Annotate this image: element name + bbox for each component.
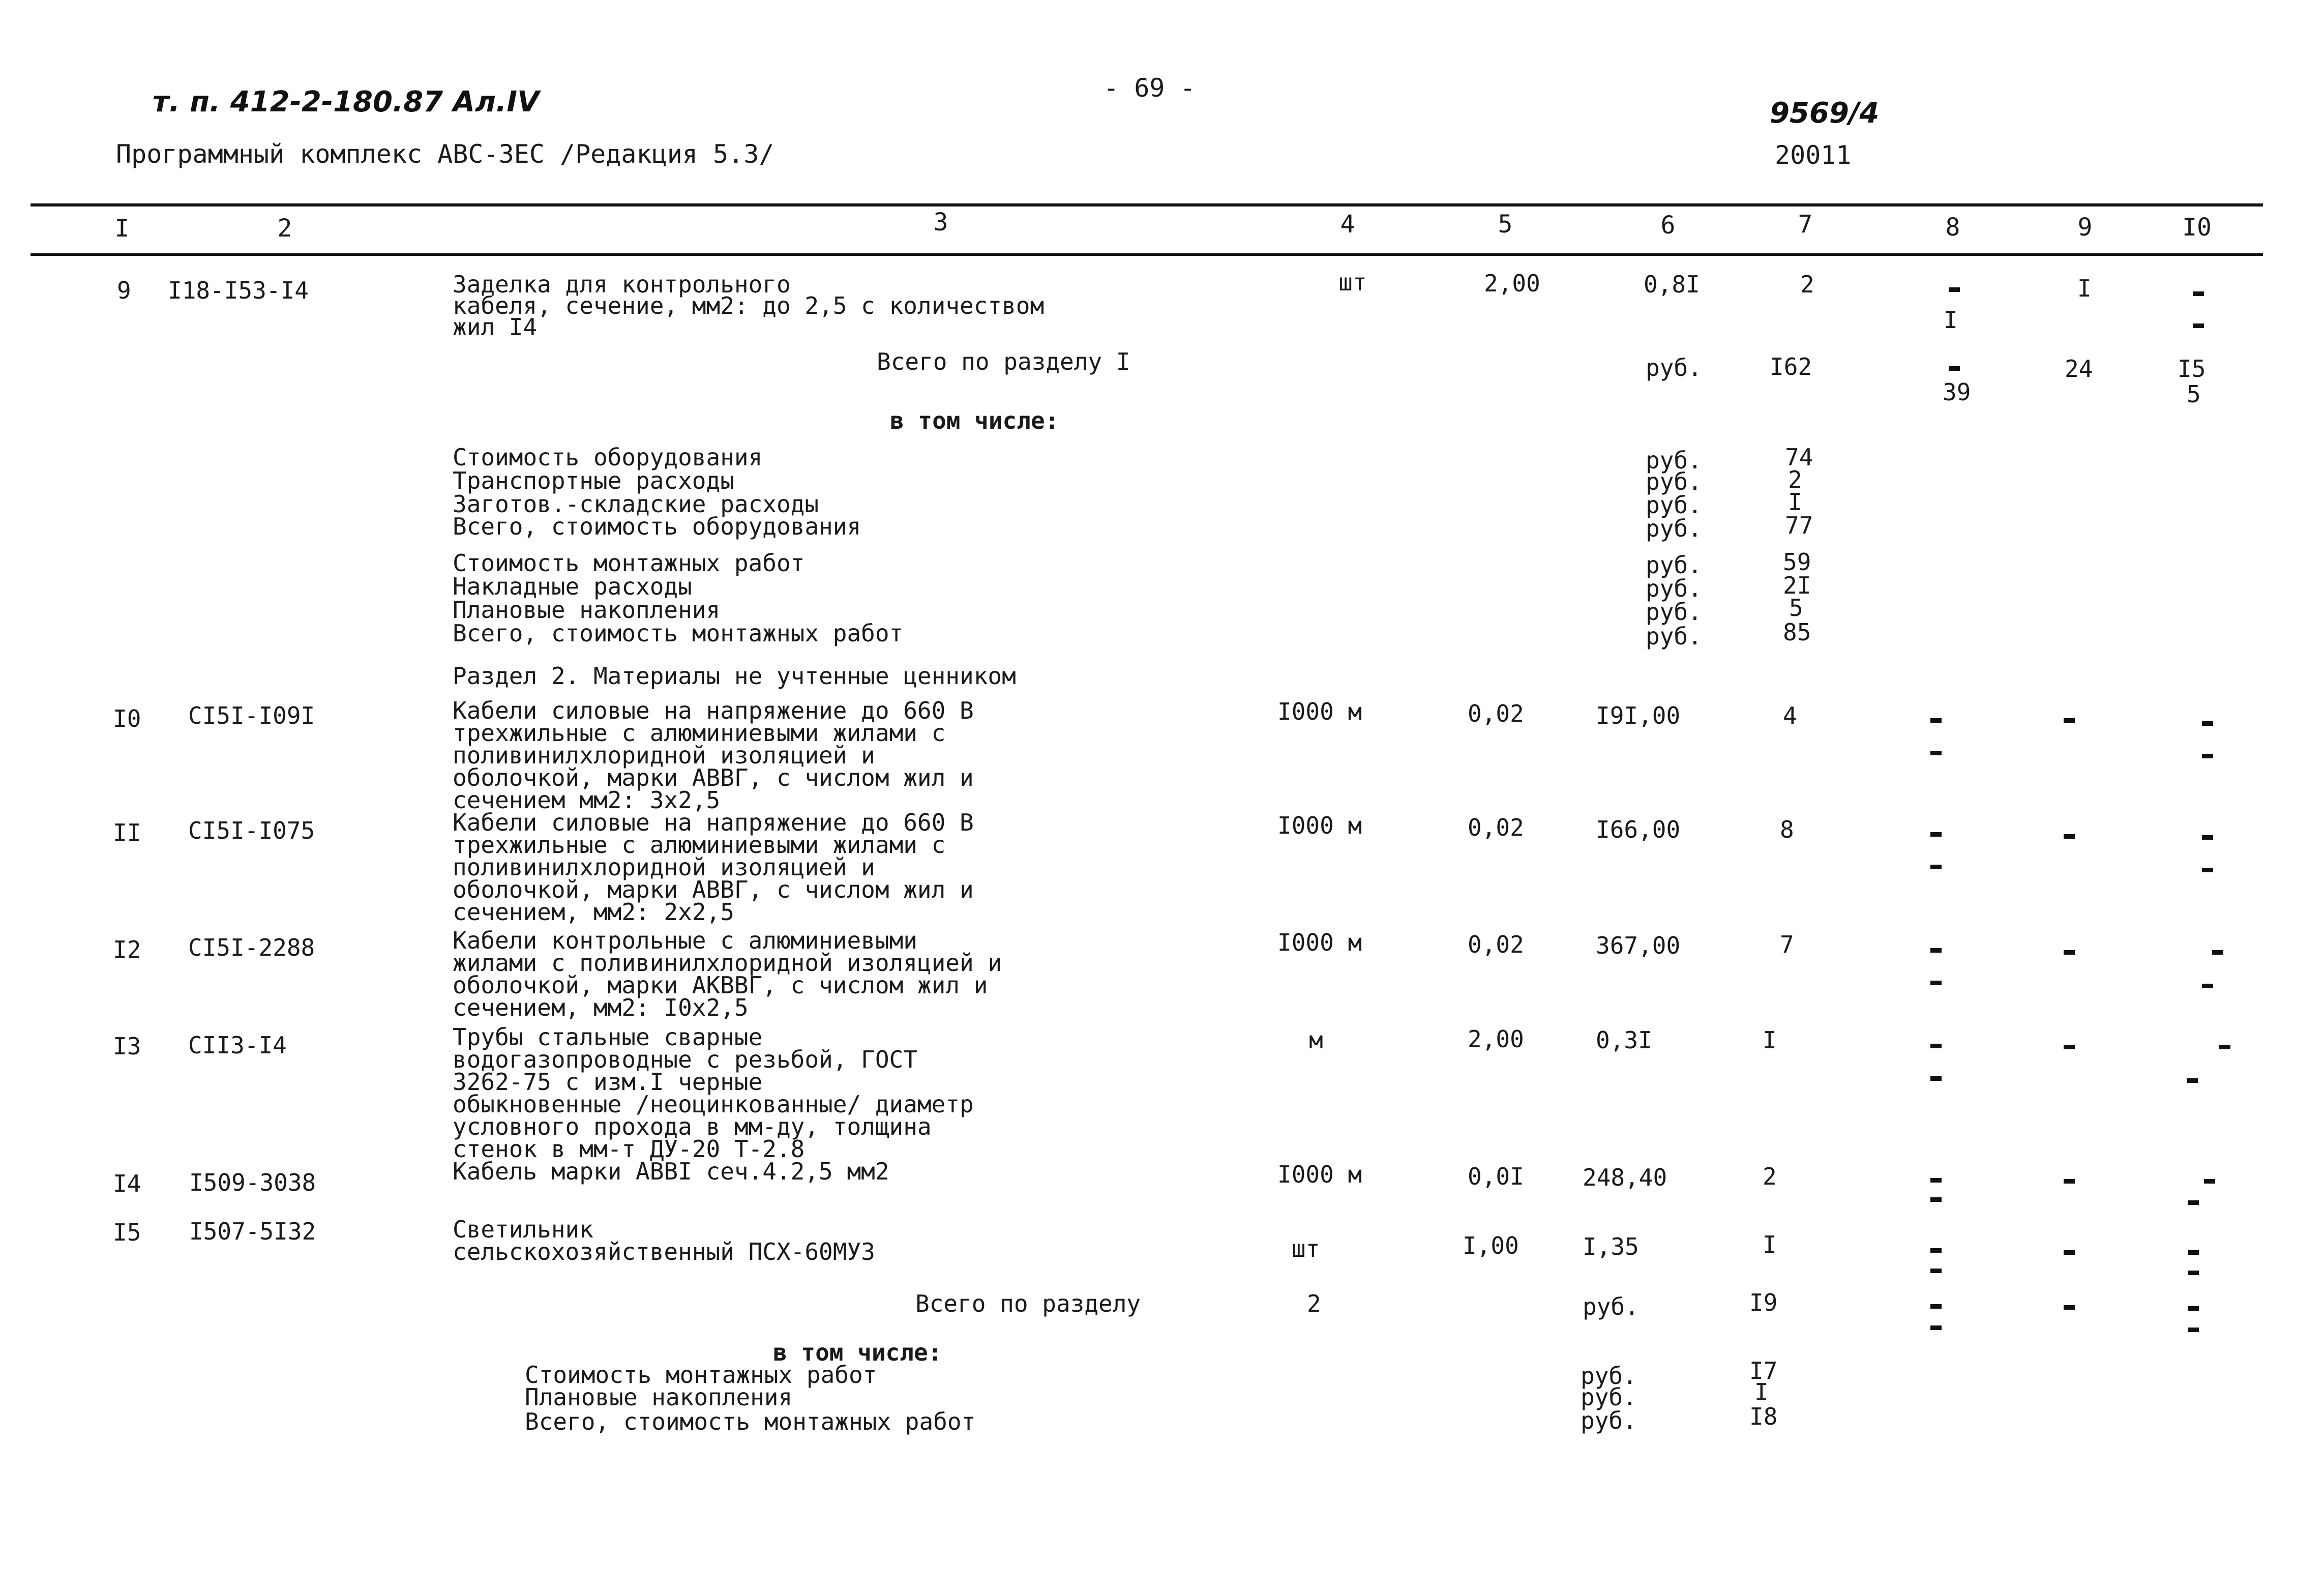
row12-desc-line: Кабели контрольные с алюминиевыми: [453, 927, 917, 954]
section1-item-unit: руб.: [1646, 575, 1702, 602]
row12-price: 367,00: [1596, 932, 1681, 959]
row11-desc-line: сечением, мм2: 2х2,5: [453, 898, 734, 926]
row15-price: I,35: [1583, 1233, 1639, 1260]
column-header-3: 3: [933, 208, 948, 237]
section2-item-value: I: [1754, 1378, 1769, 1406]
row14-col10-dash-1: [2204, 1179, 2215, 1184]
row15-total: I: [1763, 1231, 1777, 1258]
section1-item-label: Транспортные расходы: [453, 467, 734, 494]
row12-col8-dash-2: [1930, 981, 1942, 985]
row9-desc-line2: кабеля, сечение, мм2: до 2,5 с количеством: [453, 292, 1045, 319]
section1-item-value: I: [1788, 488, 1802, 516]
row12-desc-line: сечением, мм2: I0х2,5: [453, 994, 749, 1021]
row10-col8-dash-2: [1930, 751, 1942, 755]
program-title: Программный комплекс АВС-ЗЕС /Редакция 5.3/: [116, 139, 774, 169]
header-bottom-rule: [31, 253, 2263, 256]
row13-desc-line: стенок в мм-т ДУ-20 Т-2.8: [453, 1135, 805, 1163]
section1-item-label: Стоимость монтажных работ: [453, 549, 805, 577]
column-header-2: 2: [277, 214, 292, 243]
section1-total-value: I62: [1770, 353, 1812, 380]
row14-unit: I000 м: [1277, 1161, 1362, 1188]
row10-number: I0: [113, 705, 141, 732]
row13-unit: м: [1309, 1026, 1323, 1054]
row14-col9-dash: [2064, 1179, 2075, 1184]
section1-including-label: в том числе:: [890, 407, 1059, 434]
section1-item-unit: руб.: [1646, 468, 1702, 495]
row13-quantity: 2,00: [1468, 1025, 1524, 1053]
section2-item-value: I7: [1749, 1357, 1778, 1384]
section1-item-unit: руб.: [1646, 623, 1702, 650]
row10-price: I9I,00: [1596, 702, 1681, 729]
column-header-5: 5: [1498, 210, 1513, 239]
section2-col4-value: 2: [1307, 1290, 1321, 1317]
row14-code: I509-3038: [189, 1169, 316, 1196]
row15-unit: шт: [1292, 1235, 1320, 1262]
row9-desc-line1: Заделка для контрольного: [453, 271, 791, 298]
row10-desc-line: Кабели силовые на напряжение до 660 В: [453, 697, 974, 724]
row15-desc-line: сельскохозяйственный ПСХ-60МУ3: [453, 1238, 875, 1265]
row9-col10-dash-1: [2193, 291, 2204, 296]
section2-total-unit: руб.: [1583, 1293, 1639, 1320]
row11-desc-line: оболочкой, марки АВВГ, с числом жил и: [453, 876, 974, 903]
section1-col10-value-2: 5: [2187, 380, 2201, 408]
section2-col8-dash-2: [1930, 1325, 1942, 1330]
row11-col10-dash-2: [2202, 868, 2213, 872]
row12-col8-dash-1: [1930, 948, 1942, 953]
row11-col10-dash-1: [2202, 835, 2213, 840]
row10-col10-dash-1: [2202, 721, 2213, 726]
section1-item-label: Всего, стоимость оборудования: [453, 513, 861, 540]
row10-quantity: 0,02: [1468, 700, 1524, 727]
section1-item-unit: руб.: [1646, 515, 1702, 542]
row13-col10-dash-2: [2187, 1078, 2198, 1083]
row11-col9-dash: [2064, 834, 2075, 839]
section2-item-label: Всего, стоимость монтажных работ: [525, 1408, 976, 1435]
row9-col8-dash: [1949, 287, 1960, 292]
section2-item-unit: руб.: [1581, 1362, 1637, 1390]
row12-total: 7: [1780, 931, 1794, 958]
row11-total: 8: [1780, 816, 1794, 843]
row10-desc-line: сечением мм2: 3х2,5: [453, 786, 721, 814]
page-number: - 69 -: [1104, 73, 1196, 103]
row10-col9-dash: [2064, 718, 2075, 723]
section1-item-unit: руб.: [1646, 491, 1702, 519]
section2-col9-dash: [2064, 1305, 2075, 1310]
column-header-1: I: [114, 214, 130, 243]
section2-item-label: Плановые накопления: [525, 1383, 793, 1411]
section2-col10-dash-2: [2188, 1328, 2199, 1332]
row12-col10-dash-2: [2202, 984, 2213, 988]
row9-desc-line3: жил I4: [453, 313, 538, 341]
row13-col8-dash-1: [1930, 1044, 1942, 1048]
row15-col8-dash-1: [1930, 1248, 1942, 1253]
row13-col9-dash: [2064, 1045, 2075, 1049]
section1-item-unit: руб.: [1646, 447, 1702, 474]
section1-item-value: 5: [1789, 594, 1803, 622]
row12-number: I2: [113, 936, 141, 963]
row10-total: 4: [1783, 702, 1797, 729]
column-header-10: I0: [2182, 213, 2212, 242]
row14-number: I4: [113, 1170, 141, 1197]
section1-col10-value-1: I5: [2178, 355, 2206, 382]
row11-unit: I000 м: [1277, 812, 1362, 839]
row9-unit: шт: [1338, 269, 1367, 296]
section2-col10-dash-1: [2188, 1306, 2199, 1311]
column-header-4: 4: [1340, 210, 1355, 239]
row15-col8-dash-2: [1930, 1269, 1942, 1273]
row15-col10-dash-1: [2188, 1250, 2199, 1255]
row12-desc-line: жилами с поливинилхлоридной изоляцией и: [453, 949, 1002, 977]
section1-col8-dash: [1949, 366, 1960, 371]
row12-desc-line: оболочкой, марки АКВВГ, с числом жил и: [453, 971, 988, 999]
row12-code: CI5I-2288: [188, 934, 315, 961]
section1-item-label: Стоимость оборудования: [453, 444, 763, 471]
section1-total-unit: руб.: [1646, 354, 1702, 381]
column-header-9: 9: [2077, 213, 2093, 242]
header-top-rule: [31, 203, 2263, 207]
section1-col8-value: 39: [1943, 378, 1971, 406]
column-header-7: 7: [1798, 210, 1813, 239]
row13-total: I: [1763, 1026, 1777, 1054]
row13-number: I3: [113, 1033, 141, 1060]
row13-desc-line: условного прохода в мм-ду, толщина: [453, 1113, 932, 1140]
section2-item-unit: руб.: [1581, 1383, 1637, 1411]
row11-code: CI5I-I075: [188, 817, 315, 844]
row11-number: II: [113, 819, 141, 846]
section2-item-unit: руб.: [1581, 1407, 1637, 1434]
section1-item-label: Накладные расходы: [453, 573, 692, 600]
row13-code: CII3-I4: [188, 1031, 287, 1059]
section2-total-value: I9: [1749, 1289, 1778, 1316]
row15-code: I507-5I32: [189, 1218, 316, 1245]
section1-item-value: 77: [1785, 512, 1813, 539]
section1-item-unit: руб.: [1646, 598, 1702, 626]
section1-item-label: Заготов.-складские расходы: [453, 490, 819, 518]
row14-price: 248,40: [1583, 1164, 1667, 1191]
section1-col9-value: 24: [2065, 355, 2093, 382]
row11-col8-dash-2: [1930, 865, 1942, 869]
row9-quantity: 2,00: [1484, 270, 1540, 297]
row11-desc-line: Кабели силовые на напряжение до 660 В: [453, 809, 974, 836]
row13-desc-line: обыкновенные /неоцинкованные/ диаметр: [453, 1090, 974, 1118]
row14-quantity: 0,0I: [1468, 1163, 1524, 1190]
section2-item-label: Стоимость монтажных работ: [525, 1361, 877, 1389]
row9-col8-value: I: [1944, 306, 1958, 334]
sheet-code: 9569/4: [1770, 97, 1880, 130]
row12-quantity: 0,02: [1468, 931, 1524, 958]
row13-price: 0,3I: [1596, 1026, 1652, 1054]
column-header-8: 8: [1945, 213, 1960, 242]
row13-col8-dash-2: [1930, 1076, 1942, 1081]
row10-desc-line: поливинилхлоридной изоляцией и: [453, 742, 875, 769]
row11-quantity: 0,02: [1468, 814, 1524, 841]
row15-desc-line: Светильник: [453, 1216, 593, 1243]
row12-col10-dash-1: [2212, 950, 2223, 955]
row15-number: I5: [113, 1219, 141, 1246]
row10-desc-line: оболочкой, марки АВВГ, с числом жил и: [453, 764, 974, 791]
row11-desc-line: трехжильные с алюминиевыми жилами с: [453, 831, 946, 859]
section1-item-label: Всего, стоимость монтажных работ: [453, 620, 904, 647]
row9-col10-dash-2: [2193, 323, 2204, 328]
section1-item-label: Плановые накопления: [453, 596, 721, 624]
section1-item-value: 74: [1785, 444, 1813, 471]
section1-item-unit: руб.: [1646, 551, 1702, 579]
row13-col10-dash-1: [2219, 1045, 2230, 1049]
row10-desc-line: трехжильные с алюминиевыми жилами с: [453, 719, 946, 747]
row13-desc-line: Трубы стальные сварные: [453, 1023, 763, 1051]
row13-desc-line: водогазопроводные с резьбой, ГОСТ: [453, 1046, 917, 1073]
row14-desc-line: Кабель марки АВВI сеч.4.2,5 мм2: [453, 1158, 889, 1185]
section2-col8-dash-1: [1930, 1304, 1942, 1309]
section1-item-value: 2I: [1783, 572, 1811, 599]
row9-price: 0,8I: [1644, 271, 1700, 298]
column-header-6: 6: [1660, 211, 1676, 240]
section1-item-value: 2: [1788, 466, 1802, 493]
row10-col10-dash-2: [2202, 754, 2213, 758]
row10-unit: I000 м: [1277, 698, 1362, 725]
row9-total: 2: [1800, 271, 1814, 298]
document-reference: т. п. 412-2-180.87 Ал.IV: [153, 85, 540, 119]
section1-item-value: 59: [1783, 548, 1811, 576]
row11-col8-dash-1: [1930, 832, 1942, 837]
row14-col8-dash-1: [1930, 1178, 1942, 1183]
row15-quantity: I,00: [1463, 1232, 1519, 1259]
row9-number: 9: [117, 277, 131, 304]
section2-including-label: в том числе:: [773, 1339, 942, 1366]
section2-total-label: Всего по разделу: [915, 1290, 1141, 1317]
section2-title: Раздел 2. Материалы не учтенные ценником: [453, 662, 1016, 690]
row10-code: CI5I-I09I: [188, 702, 315, 729]
section1-item-value: 85: [1783, 618, 1811, 646]
row12-col9-dash: [2064, 950, 2075, 955]
row11-price: I66,00: [1596, 816, 1681, 843]
row15-col9-dash: [2064, 1250, 2075, 1255]
section2-item-value: I8: [1749, 1403, 1778, 1430]
row15-col10-dash-2: [2188, 1271, 2199, 1275]
archive-code: 20011: [1775, 140, 1852, 170]
row11-desc-line: поливинилхлоридной изоляцией и: [453, 853, 875, 881]
row14-col8-dash-2: [1930, 1197, 1942, 1202]
row10-col8-dash-1: [1930, 718, 1942, 723]
row14-total: 2: [1763, 1163, 1777, 1190]
row14-col10-dash-2: [2188, 1200, 2199, 1205]
row9-col9-value: I: [2077, 275, 2092, 302]
row12-unit: I000 м: [1277, 929, 1362, 956]
row9-code: I18-I53-I4: [168, 277, 309, 304]
section1-total-label: Всего по разделу I: [877, 348, 1130, 375]
row13-desc-line: 3262-75 с изм.I черные: [453, 1068, 763, 1096]
